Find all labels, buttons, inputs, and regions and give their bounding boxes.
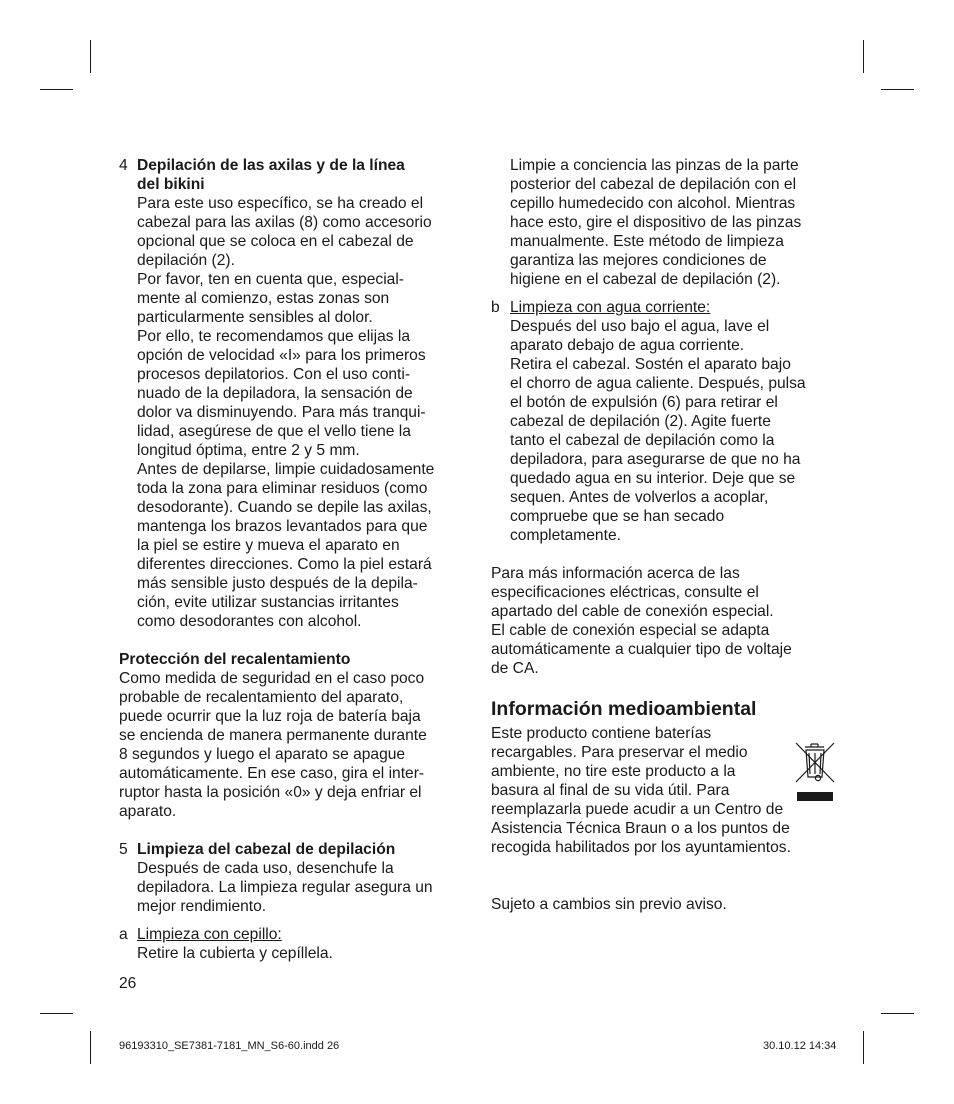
text-line: opcional que se coloca en el cabezal de (137, 233, 414, 250)
text-line: cabezal de depilación (2). Agite fuerte (510, 413, 771, 430)
text-line: ción, evite utilizar sustancias irritantes (137, 594, 399, 611)
text-line: desodorante). Cuando se depile las axilas, (137, 499, 432, 516)
text-line: apartado del cable de conexión especial. (491, 603, 774, 620)
section-environmental-info (491, 697, 836, 857)
text-line: Retira el cabezal. Sostén el aparato bajo (510, 356, 791, 373)
text-line: toda la zona para eliminar residuos (como (137, 480, 428, 497)
section-armpit-bikini (119, 156, 469, 631)
text-line: particularmente sensibles al dolor. (137, 309, 373, 326)
electrical-info (491, 564, 836, 678)
text-line: ruptor hasta la posición «0» y deja enfriar el (119, 784, 422, 801)
text-line: manualmente. Este método de limpieza (510, 233, 784, 250)
item-letter: a (119, 926, 128, 943)
text-line: el chorro de agua caliente. Después, pulsa (510, 375, 806, 392)
section-title: Protección del recalentamiento (119, 651, 351, 668)
text-line: diferentes direcciones. Como la piel estará (137, 556, 432, 573)
text-line: completamente. (510, 527, 621, 544)
section-overheat-protection (119, 650, 469, 821)
item-number: 5 (119, 841, 128, 858)
text-line: mente al comienzo, estas zonas son (137, 290, 390, 307)
section-title: Depilación de las axilas y de la línea (137, 157, 405, 174)
text-line: hace esto, gire el dispositivo de las pinzas (510, 214, 802, 231)
text-line: recogida habilitados por los ayuntamientos. (491, 839, 791, 856)
crop-mark (90, 40, 91, 73)
text-line: más sensible justo después de la depila- (137, 575, 418, 592)
text-line: aparato debajo de agua corriente. (510, 337, 745, 354)
text-line: Después de cada uso, desenchufe la (137, 860, 394, 877)
text-line: depilación (2). (137, 252, 235, 269)
text-line: reemplazarla puede acudir a un Centro de (491, 801, 784, 818)
crop-mark (881, 1013, 914, 1014)
section-title: del bikini (137, 176, 205, 193)
text-line: ambiente, no tire este producto a la (491, 763, 736, 780)
text-line: sequen. Antes de volverlos a acoplar, (510, 489, 769, 506)
section-title: Limpieza del cabezal de depilación (137, 841, 396, 858)
crop-mark (40, 89, 73, 90)
text-line: especificaciones eléctricas, consulte el (491, 584, 759, 601)
text-line: se encienda de manera permanente durante (119, 727, 427, 744)
text-line: basura al final de su vida útil. Para (491, 782, 730, 799)
text-line: nuado de la depiladora, la sensación de (137, 385, 413, 402)
text-line: el botón de expulsión (6) para retirar el (510, 394, 778, 411)
crop-mark (40, 1013, 73, 1014)
text-line: puede ocurrir que la luz roja de batería baja (119, 708, 421, 725)
text-line: depiladora, para asegurarse de que no ha (510, 451, 801, 468)
text-line: tanto el cabezal de depilación como la (510, 432, 775, 449)
section-body (137, 194, 469, 631)
subsection-title: Limpieza con agua corriente: (510, 299, 711, 316)
subsection-brush-cleaning (119, 925, 469, 963)
text-line: Después del uso bajo el agua, lave el (510, 318, 770, 335)
text-line: cepillo humedecido con alcohol. Mientras (510, 195, 796, 212)
text-line: automáticamente. En ese caso, gira el inter- (119, 765, 425, 782)
text-line: cabezal para las axilas (8) como accesorio (137, 214, 432, 231)
text-line: aparato. (119, 803, 177, 820)
crop-mark (881, 89, 914, 90)
text-line: recargables. Para preservar el medio (491, 744, 748, 761)
text-line: Por favor, ten en cuenta que, especial- (137, 271, 404, 288)
text-line: 8 segundos y luego el aparato se apague (119, 746, 406, 763)
text-line: El cable de conexión especial se adapta (491, 622, 770, 639)
text-line: como desodorantes con alcohol. (137, 613, 362, 630)
text-line: procesos depilatorios. Con el uso conti- (137, 366, 411, 383)
text-line: Este producto contiene baterías (491, 725, 712, 742)
item-number: 4 (119, 157, 128, 174)
text-line: Para más información acerca de las (491, 565, 740, 582)
text-line: higiene en el cabezal de depilación (2). (510, 271, 781, 288)
subsection-title: Limpieza con cepillo: (137, 926, 282, 943)
text-line: quedado agua en su interior. Deje que se (510, 470, 796, 487)
text-line: automáticamente a cualquier tipo de voltaje (491, 641, 792, 658)
text-line: Para este uso específico, se ha creado el (137, 195, 424, 212)
text-line: opción de velocidad «I» para los primeros (137, 347, 426, 364)
subsection-water-cleaning (491, 298, 836, 545)
text-line: lidad, asegúrese de que el vello tiene la (137, 423, 411, 440)
text-line: depiladora. La limpieza regular asegura un (137, 879, 433, 896)
left-column (119, 156, 469, 963)
text-line: mantenga los brazos levantados para que (137, 518, 428, 535)
crop-mark (863, 40, 864, 73)
text-line: compruebe que se han secado (510, 508, 725, 525)
subject-to-change-note: Sujeto a cambios sin previo aviso. (491, 896, 727, 913)
right-column (491, 156, 836, 914)
text-line: Por ello, te recomendamos que elijas la (137, 328, 411, 345)
footer-file-info: 96193310_SE7381-7181_MN_S6-60.indd 26 (119, 1040, 340, 1052)
footer-date-time: 30.10.12 14:34 (763, 1040, 837, 1052)
text-line: dolor va disminuyendo. Para más tranqui- (137, 404, 426, 421)
crossed-out-wheelie-bin-icon (794, 740, 836, 804)
text-line: Limpie a conciencia las pinzas de la parte (510, 157, 799, 174)
text-line: mejor rendimiento. (137, 898, 267, 915)
crop-mark (90, 1031, 91, 1064)
text-line: de CA. (491, 660, 539, 677)
text-line: posterior del cabezal de depilación con el (510, 176, 797, 193)
text-line: garantiza las mejores condiciones de (510, 252, 767, 269)
text-line: probable de recalentamiento del aparato, (119, 689, 404, 706)
text-line: Asistencia Técnica Braun o a los puntos de (491, 820, 790, 837)
page-number: 26 (119, 975, 137, 992)
text-line: Como medida de seguridad en el caso poco (119, 670, 425, 687)
text-line: longitud óptima, entre 2 y 5 mm. (137, 442, 360, 459)
item-letter: b (491, 299, 500, 316)
section-cleaning-head (119, 840, 469, 916)
crop-mark (863, 1031, 864, 1064)
brush-cleaning-continued (491, 156, 836, 289)
section-heading: Información medioambiental (491, 698, 757, 720)
text-line: Retire la cubierta y cepíllela. (137, 945, 333, 962)
text-line: Antes de depilarse, limpie cuidadosamente (137, 461, 435, 478)
text-line: la piel se estire y mueva el aparato en (137, 537, 400, 554)
